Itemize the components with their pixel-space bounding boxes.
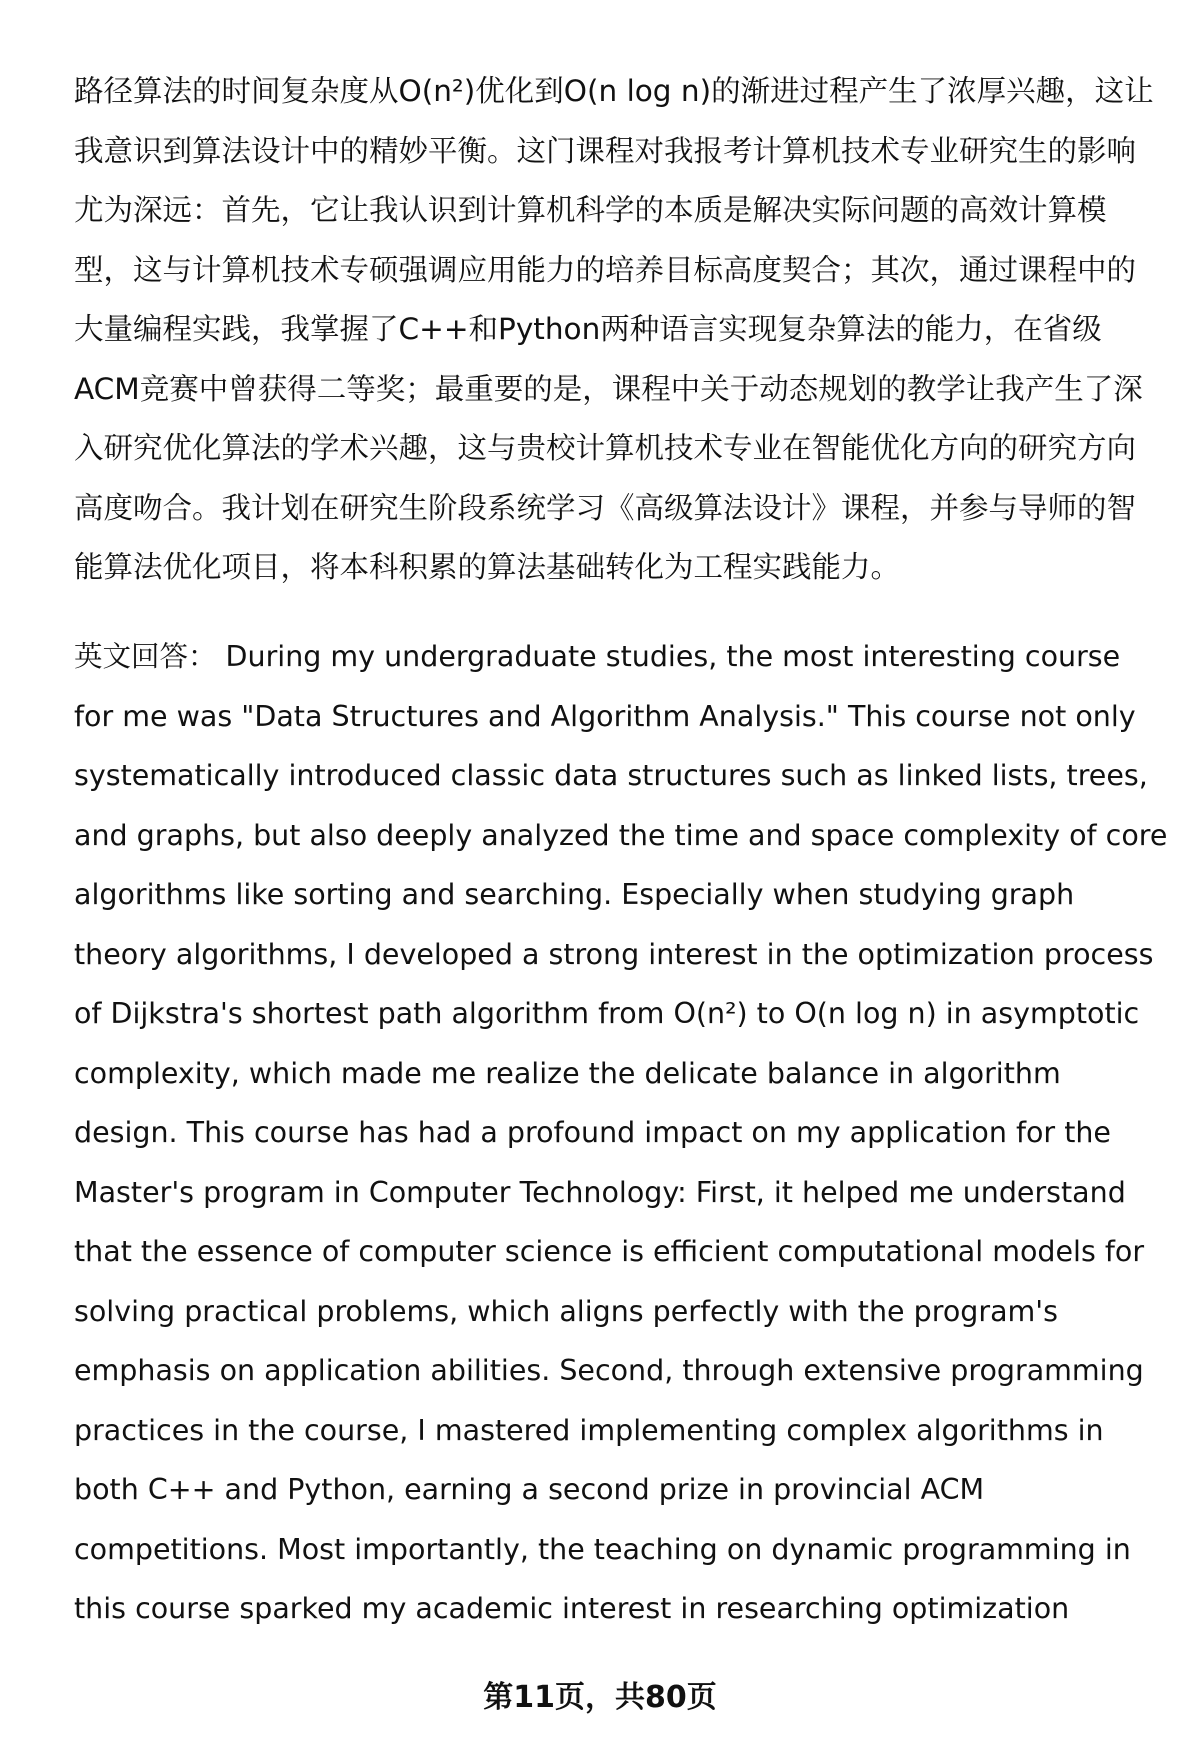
en-line: theory algorithms, I developed a strong interest in the optimization process [74, 937, 1154, 971]
en-line: that the essence of computer science is efficient computational models for [74, 1235, 1145, 1268]
page-number-footer: 第11页，共80页 [483, 1680, 717, 1715]
english-answer-paragraph [74, 627, 1168, 1639]
en-line: algorithms like sorting and searching. Especially when studying graph [74, 878, 1075, 911]
en-line: design. This course has had a profound impact on my application for the [74, 1116, 1111, 1149]
en-line: Master's program in Computer Technology: First, it helped me understand [74, 1175, 1126, 1209]
chinese-answer-paragraph [74, 62, 1164, 598]
cn-line: 入研究优化算法的学术兴趣，这与贵校计算机技术专业在智能优化方向的研究方向 [74, 431, 1137, 465]
en-line: emphasis on application abilities. Second, through extensive programming [74, 1354, 1144, 1387]
cn-line: 大量编程实践，我掌握了C++和Python两种语言实现复杂算法的能力，在省级 [74, 312, 1102, 346]
cn-line: 型，这与计算机技术专硕强调应用能力的培养目标高度契合；其次，通过课程中的 [74, 252, 1137, 287]
en-line: practices in the course, I mastered implementing complex algorithms in [74, 1413, 1104, 1447]
en-line: 英文回答： During my undergraduate studies, the most interesting course [74, 640, 1121, 673]
en-line: complexity, which made me realize the delicate balance in algorithm [74, 1056, 1061, 1090]
en-line: of Dijkstra's shortest path algorithm from O(n²) to O(n log n) in asymptotic [74, 997, 1140, 1030]
cn-line: ACM竞赛中曾获得二等奖；最重要的是，课程中关于动态规划的教学让我产生了深 [74, 371, 1143, 406]
en-line: systematically introduced classic data structures such as linked lists, trees, [74, 759, 1148, 792]
en-line: both C++ and Python, earning a second prize in provincial ACM [74, 1473, 985, 1506]
en-line: and graphs, but also deeply analyzed the time and space complexity of core [74, 818, 1168, 852]
cn-line: 我意识到算法设计中的精妙平衡。这门课程对我报考计算机技术专业研究生的影响 [74, 133, 1137, 168]
en-line: this course sparked my academic interest in researching optimization [74, 1592, 1070, 1625]
cn-line: 能算法优化项目，将本科积累的算法基础转化为工程实践能力。 [74, 550, 901, 584]
en-line: solving practical problems, which aligns perfectly with the program's [74, 1294, 1058, 1328]
cn-line: 高度吻合。我计划在研究生阶段系统学习《高级算法设计》课程，并参与导师的智 [74, 490, 1137, 525]
cn-line: 路径算法的时间复杂度从O(n²)优化到O(n log n)的渐进过程产生了浓厚兴趣，这让 [74, 74, 1154, 108]
en-line: for me was "Data Structures and Algorithm Analysis." This course not only [74, 699, 1136, 733]
en-line: competitions. Most importantly, the teaching on dynamic programming in [74, 1532, 1131, 1566]
cn-line: 尤为深远：首先，它让我认识到计算机科学的本质是解决实际问题的高效计算模 [74, 193, 1107, 227]
